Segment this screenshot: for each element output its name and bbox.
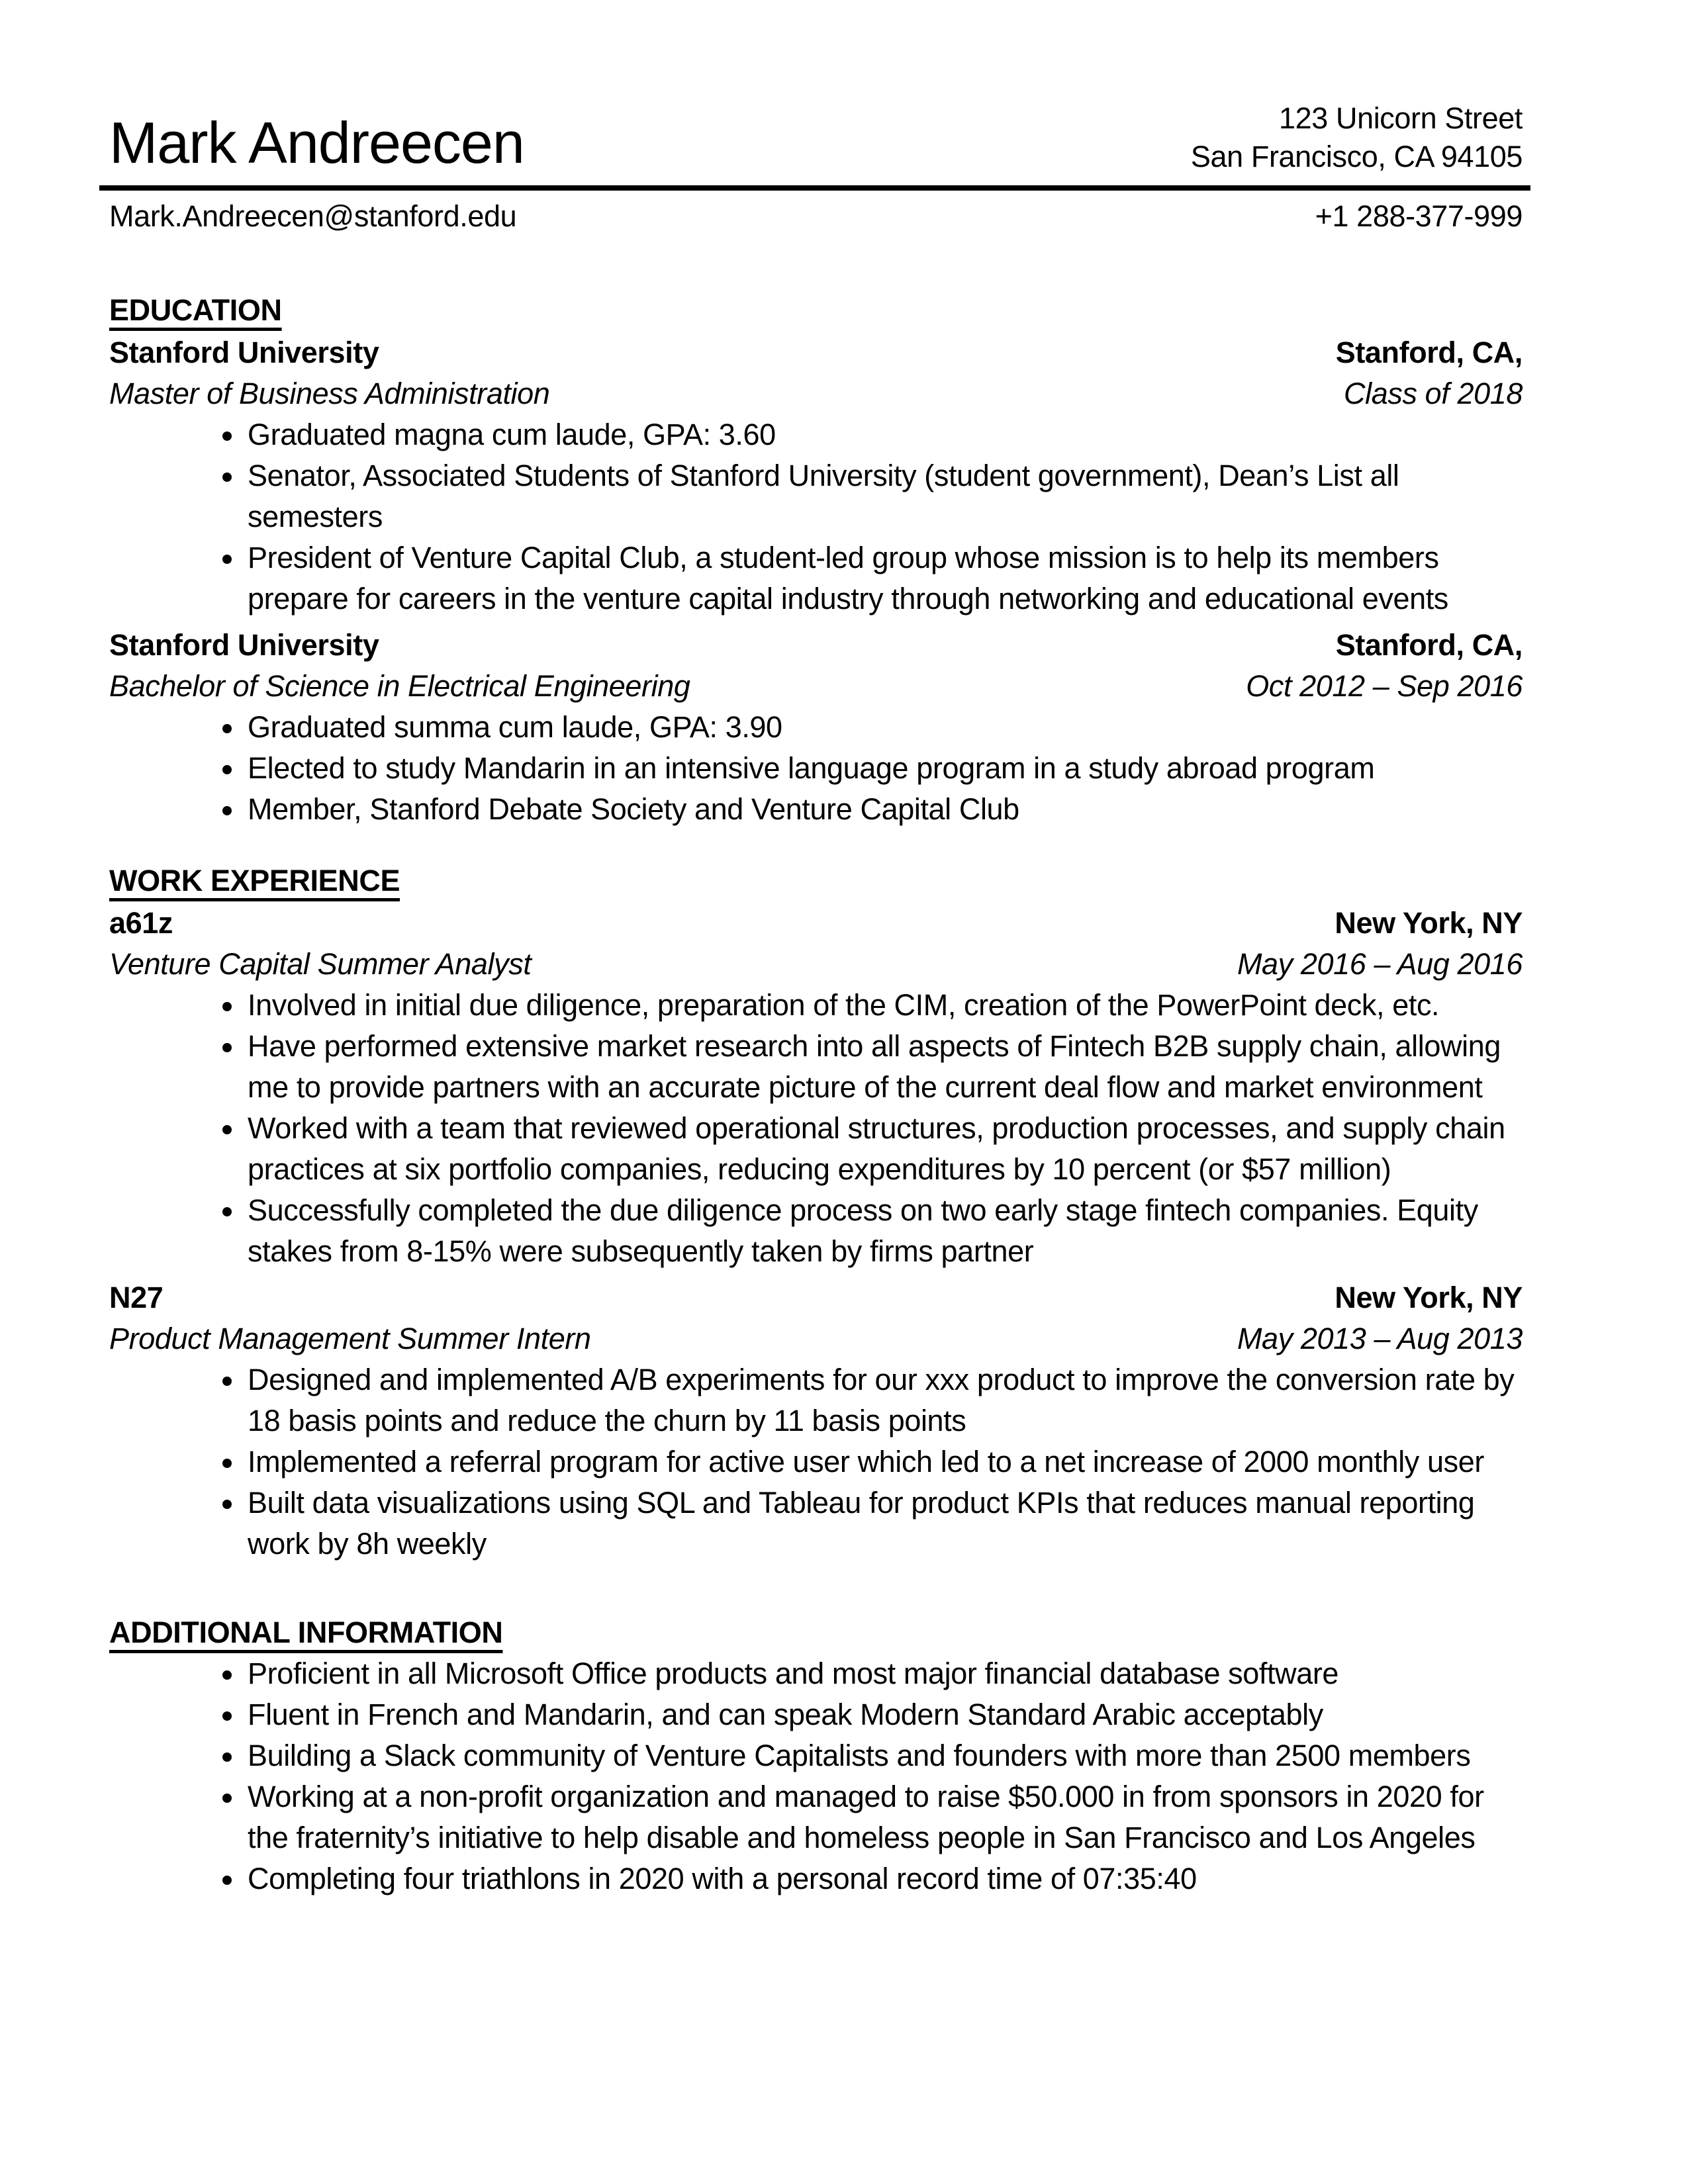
address-line-2: San Francisco, CA 94105 bbox=[1190, 140, 1523, 173]
entry-title-row bbox=[109, 1277, 1523, 1318]
header-divider bbox=[99, 185, 1530, 191]
entry-title-row bbox=[109, 903, 1523, 944]
bullet-item: • Elected to study Mandarin in an intensive language program in a study abroad program bbox=[245, 748, 1523, 789]
institution-location: Stanford, CA, bbox=[1335, 628, 1523, 662]
phone-text: +1 288-377-999 bbox=[1315, 199, 1523, 233]
person-name: Mark Andreecen bbox=[109, 110, 524, 175]
bullet-item: • Have performed extensive market research into all aspects of Fintech B2B supply chain, allowing me to provide partners with an accurate picture of the current deal flow and market environment bbox=[245, 1026, 1523, 1108]
company-location: New York, NY bbox=[1335, 1281, 1523, 1314]
entry-title-row bbox=[109, 332, 1523, 373]
section-education bbox=[109, 290, 1523, 830]
bullet-item: • Worked with a team that reviewed operational structures, production processes, and supply chain practices at six portfolio companies, reducing expenditures by 10 percent (or $57 million) bbox=[245, 1108, 1523, 1190]
bullet-list bbox=[109, 414, 1523, 619]
degree-dates: Oct 2012 – Sep 2016 bbox=[1246, 669, 1523, 703]
education-heading: EDUCATION bbox=[109, 293, 282, 327]
education-entry bbox=[109, 332, 1523, 619]
entry-subtitle-row bbox=[109, 666, 1523, 707]
degree-dates: Class of 2018 bbox=[1344, 377, 1523, 410]
degree-name: Master of Business Administration bbox=[109, 377, 550, 410]
bullet-item: • Senator, Associated Students of Stanford University (student government), Dean’s List all semesters bbox=[245, 455, 1523, 537]
bullet-item: • Built data visualizations using SQL and Tableau for product KPIs that reduces manual reporting work by 8h weekly bbox=[245, 1482, 1523, 1565]
resume-header bbox=[109, 99, 1523, 176]
bullet-item: • Graduated magna cum laude, GPA: 3.60 bbox=[245, 414, 1523, 455]
bullet-list bbox=[109, 707, 1523, 830]
role-dates: May 2013 – Aug 2013 bbox=[1237, 1322, 1523, 1355]
bullet-item: • Designed and implemented A/B experiments for our xxx product to improve the conversion rate by 18 basis points and reduce the churn by 11 basis points bbox=[245, 1359, 1523, 1441]
entry-subtitle-row bbox=[109, 944, 1523, 985]
work-entry bbox=[109, 903, 1523, 1272]
additional-information-heading: ADDITIONAL INFORMATION bbox=[109, 1615, 503, 1649]
institution-name: Stanford University bbox=[109, 336, 379, 369]
bullet-list bbox=[109, 985, 1523, 1272]
company-name: a61z bbox=[109, 906, 173, 940]
company-location: New York, NY bbox=[1335, 906, 1523, 940]
address-block bbox=[1191, 99, 1523, 176]
work-experience-heading: WORK EXPERIENCE bbox=[109, 864, 400, 897]
degree-name: Bachelor of Science in Electrical Engineering bbox=[109, 669, 690, 703]
entry-title-row bbox=[109, 625, 1523, 666]
company-name: N27 bbox=[109, 1281, 164, 1314]
bullet-item: • Fluent in French and Mandarin, and can speak Modern Standard Arabic acceptably bbox=[245, 1694, 1523, 1735]
institution-name: Stanford University bbox=[109, 628, 379, 662]
bullet-item: • Building a Slack community of Venture Capitalists and founders with more than 2500 members bbox=[245, 1735, 1523, 1776]
role-dates: May 2016 – Aug 2016 bbox=[1237, 947, 1523, 981]
bullet-item: • Working at a non-profit organization and managed to raise $50.000 in from sponsors in 2020 for the fraternity’s initiative to help disable and homeless people in San Francisco and Los Angeles bbox=[245, 1776, 1523, 1858]
bullet-item: • Proficient in all Microsoft Office products and most major financial database software bbox=[245, 1653, 1523, 1694]
entry-subtitle-row bbox=[109, 373, 1523, 414]
education-entry bbox=[109, 625, 1523, 830]
bullet-item: • Implemented a referral program for active user which led to a net increase of 2000 monthly user bbox=[245, 1441, 1523, 1482]
bullet-item: • Member, Stanford Debate Society and Venture Capital Club bbox=[245, 789, 1523, 830]
work-entry bbox=[109, 1277, 1523, 1565]
section-additional-information bbox=[109, 1612, 1523, 1899]
bullet-list bbox=[109, 1653, 1523, 1899]
address-line-1: 123 Unicorn Street bbox=[1278, 101, 1523, 135]
email-text: Mark.Andreecen@stanford.edu bbox=[109, 199, 517, 233]
bullet-item: • Graduated summa cum laude, GPA: 3.90 bbox=[245, 707, 1523, 748]
section-work-experience bbox=[109, 860, 1523, 1565]
role-title: Venture Capital Summer Analyst bbox=[109, 947, 532, 981]
role-title: Product Management Summer Intern bbox=[109, 1322, 591, 1355]
bullet-list bbox=[109, 1359, 1523, 1565]
entry-subtitle-row bbox=[109, 1318, 1523, 1359]
bullet-item: • President of Venture Capital Club, a student-led group whose mission is to help its members prepare for careers in the venture capital industry through networking and educational events bbox=[245, 537, 1523, 619]
institution-location: Stanford, CA, bbox=[1335, 336, 1523, 369]
contact-row bbox=[109, 196, 1523, 237]
bullet-item: • Involved in initial due diligence, preparation of the CIM, creation of the PowerPoint deck, etc. bbox=[245, 985, 1523, 1026]
bullet-item: • Successfully completed the due diligence process on two early stage fintech companies. Equity stakes from 8-15% were subsequently taken by firms partner bbox=[245, 1190, 1523, 1272]
bullet-item: • Completing four triathlons in 2020 with a personal record time of 07:35:40 bbox=[245, 1858, 1523, 1899]
